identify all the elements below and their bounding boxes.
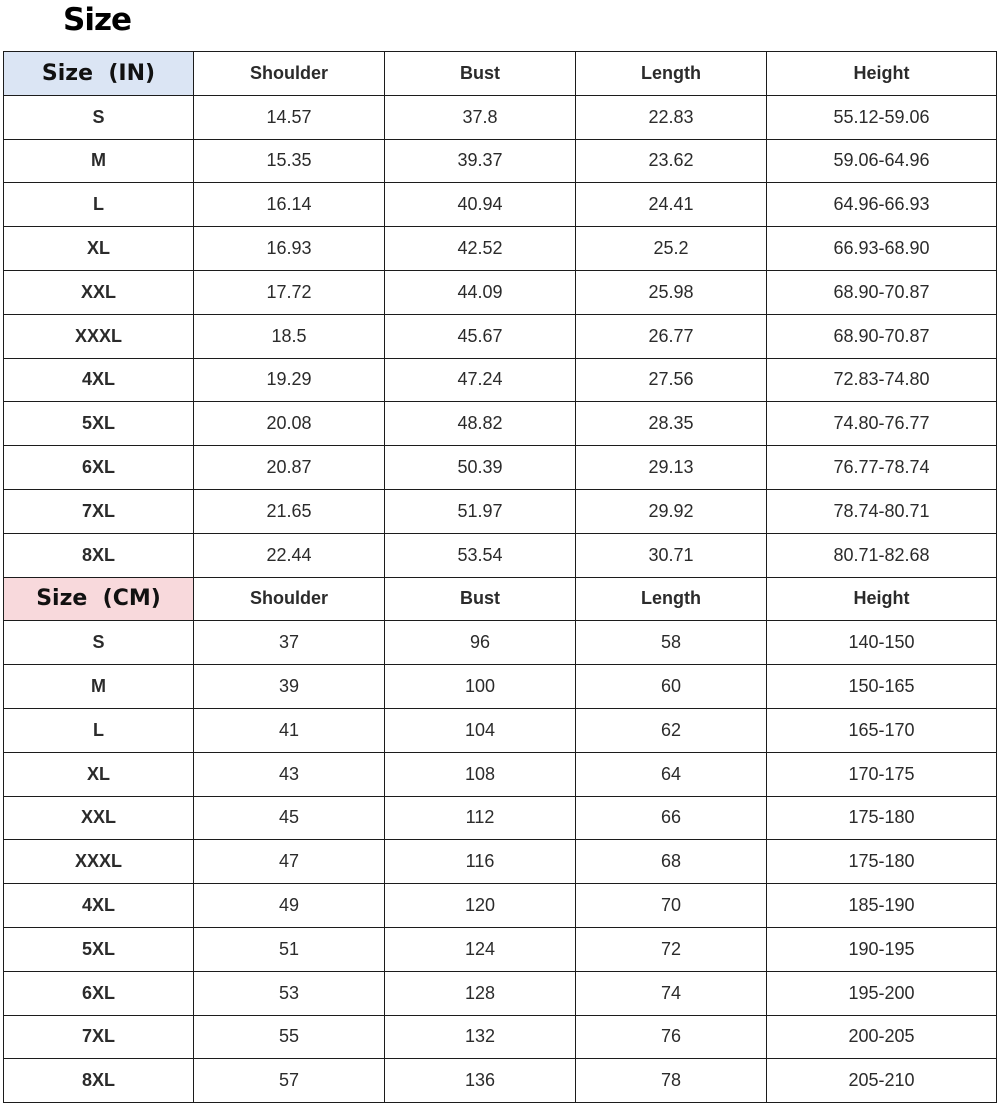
column-header-shoulder: Shoulder (194, 52, 385, 96)
table-row (4, 446, 997, 490)
measurement-cell: 24.41 (576, 183, 767, 227)
measurement-cell: 116 (385, 840, 576, 884)
measurement-cell: 60 (576, 665, 767, 709)
table-row (4, 314, 997, 358)
measurement-cell: 16.93 (194, 227, 385, 271)
measurement-cell: 19.29 (194, 358, 385, 402)
measurement-cell: 76.77-78.74 (767, 446, 997, 490)
measurement-cell: 59.06-64.96 (767, 139, 997, 183)
cm-unit-header (4, 577, 194, 621)
column-header-bust: Bust (385, 577, 576, 621)
measurement-cell: 108 (385, 752, 576, 796)
measurement-cell: 76 (576, 1015, 767, 1059)
size-label-cell: M (4, 665, 194, 709)
measurement-cell: 39 (194, 665, 385, 709)
table-row (4, 1059, 997, 1103)
measurement-cell: 37.8 (385, 95, 576, 139)
table-row (4, 402, 997, 446)
table-row (4, 840, 997, 884)
size-label-cell: S (4, 95, 194, 139)
measurement-cell: 41 (194, 708, 385, 752)
cm-header-row (4, 577, 997, 621)
size-label-cell: S (4, 621, 194, 665)
measurement-cell: 64.96-66.93 (767, 183, 997, 227)
measurement-cell: 22.83 (576, 95, 767, 139)
table-row (4, 884, 997, 928)
measurement-cell: 15.35 (194, 139, 385, 183)
measurement-cell: 28.35 (576, 402, 767, 446)
measurement-cell: 195-200 (767, 971, 997, 1015)
measurement-cell: 68.90-70.87 (767, 314, 997, 358)
measurement-cell: 47 (194, 840, 385, 884)
table-row (4, 971, 997, 1015)
measurement-cell: 165-170 (767, 708, 997, 752)
size-label-cell: XL (4, 752, 194, 796)
measurement-cell: 29.13 (576, 446, 767, 490)
size-label-cell: XXXL (4, 840, 194, 884)
measurement-cell: 53 (194, 971, 385, 1015)
measurement-cell: 185-190 (767, 884, 997, 928)
column-header-length: Length (576, 577, 767, 621)
measurement-cell: 74.80-76.77 (767, 402, 997, 446)
measurement-cell: 64 (576, 752, 767, 796)
measurement-cell: 23.62 (576, 139, 767, 183)
measurement-cell: 112 (385, 796, 576, 840)
measurement-cell: 104 (385, 708, 576, 752)
measurement-cell: 140-150 (767, 621, 997, 665)
size-label-cell: 5XL (4, 402, 194, 446)
measurement-cell: 55 (194, 1015, 385, 1059)
table-row (4, 533, 997, 577)
measurement-cell: 136 (385, 1059, 576, 1103)
measurement-cell: 200-205 (767, 1015, 997, 1059)
size-label-cell: 6XL (4, 446, 194, 490)
measurement-cell: 205-210 (767, 1059, 997, 1103)
measurement-cell: 128 (385, 971, 576, 1015)
measurement-cell: 66 (576, 796, 767, 840)
measurement-cell: 100 (385, 665, 576, 709)
measurement-cell: 132 (385, 1015, 576, 1059)
measurement-cell: 170-175 (767, 752, 997, 796)
measurement-cell: 66.93-68.90 (767, 227, 997, 271)
measurement-cell: 68.90-70.87 (767, 270, 997, 314)
measurement-cell: 72.83-74.80 (767, 358, 997, 402)
measurement-cell: 55.12-59.06 (767, 95, 997, 139)
measurement-cell: 78 (576, 1059, 767, 1103)
column-header-shoulder: Shoulder (194, 577, 385, 621)
measurement-cell: 22.44 (194, 533, 385, 577)
size-label-cell: M (4, 139, 194, 183)
table-row (4, 139, 997, 183)
size-label-cell: 4XL (4, 884, 194, 928)
table-row (4, 95, 997, 139)
measurement-cell: 48.82 (385, 402, 576, 446)
measurement-cell: 190-195 (767, 927, 997, 971)
table-row (4, 358, 997, 402)
measurement-cell: 20.08 (194, 402, 385, 446)
measurement-cell: 20.87 (194, 446, 385, 490)
measurement-cell: 72 (576, 927, 767, 971)
measurement-cell: 124 (385, 927, 576, 971)
table-row (4, 708, 997, 752)
inches-unit-header (4, 52, 194, 96)
measurement-cell: 17.72 (194, 270, 385, 314)
column-header-height: Height (767, 52, 997, 96)
column-header-length: Length (576, 52, 767, 96)
measurement-cell: 51.97 (385, 489, 576, 533)
column-header-bust: Bust (385, 52, 576, 96)
page-title: Size (63, 2, 132, 38)
measurement-cell: 175-180 (767, 796, 997, 840)
measurement-cell: 30.71 (576, 533, 767, 577)
measurement-cell: 44.09 (385, 270, 576, 314)
size-chart-body (4, 52, 997, 1103)
measurement-cell: 16.14 (194, 183, 385, 227)
measurement-cell: 78.74-80.71 (767, 489, 997, 533)
table-row (4, 489, 997, 533)
measurement-cell: 29.92 (576, 489, 767, 533)
column-header-height: Height (767, 577, 997, 621)
measurement-cell: 47.24 (385, 358, 576, 402)
size-label-cell: XL (4, 227, 194, 271)
measurement-cell: 25.2 (576, 227, 767, 271)
table-row (4, 183, 997, 227)
table-row (4, 665, 997, 709)
table-row (4, 927, 997, 971)
table-row (4, 621, 997, 665)
measurement-cell: 68 (576, 840, 767, 884)
size-label-cell: 8XL (4, 533, 194, 577)
measurement-cell: 42.52 (385, 227, 576, 271)
size-chart-table (3, 51, 997, 1103)
table-row (4, 752, 997, 796)
measurement-cell: 37 (194, 621, 385, 665)
table-row (4, 1015, 997, 1059)
cm-unit-label: Size (CM) (36, 586, 161, 612)
measurement-cell: 70 (576, 884, 767, 928)
measurement-cell: 58 (576, 621, 767, 665)
measurement-cell: 51 (194, 927, 385, 971)
measurement-cell: 175-180 (767, 840, 997, 884)
measurement-cell: 14.57 (194, 95, 385, 139)
size-label-cell: XXL (4, 270, 194, 314)
size-label-cell: 8XL (4, 1059, 194, 1103)
size-label-cell: L (4, 183, 194, 227)
measurement-cell: 25.98 (576, 270, 767, 314)
size-label-cell: 4XL (4, 358, 194, 402)
measurement-cell: 50.39 (385, 446, 576, 490)
measurement-cell: 57 (194, 1059, 385, 1103)
measurement-cell: 27.56 (576, 358, 767, 402)
measurement-cell: 49 (194, 884, 385, 928)
size-label-cell: XXXL (4, 314, 194, 358)
table-row (4, 796, 997, 840)
table-row (4, 270, 997, 314)
measurement-cell: 150-165 (767, 665, 997, 709)
inches-header-row (4, 52, 997, 96)
measurement-cell: 120 (385, 884, 576, 928)
measurement-cell: 39.37 (385, 139, 576, 183)
size-label-cell: 7XL (4, 489, 194, 533)
size-label-cell: XXL (4, 796, 194, 840)
measurement-cell: 53.54 (385, 533, 576, 577)
size-label-cell: 7XL (4, 1015, 194, 1059)
table-row (4, 227, 997, 271)
inches-unit-label: Size (IN) (41, 60, 156, 86)
size-label-cell: L (4, 708, 194, 752)
measurement-cell: 18.5 (194, 314, 385, 358)
size-label-cell: 5XL (4, 927, 194, 971)
measurement-cell: 21.65 (194, 489, 385, 533)
measurement-cell: 62 (576, 708, 767, 752)
measurement-cell: 43 (194, 752, 385, 796)
measurement-cell: 40.94 (385, 183, 576, 227)
size-label-cell: 6XL (4, 971, 194, 1015)
measurement-cell: 45.67 (385, 314, 576, 358)
measurement-cell: 45 (194, 796, 385, 840)
measurement-cell: 74 (576, 971, 767, 1015)
measurement-cell: 96 (385, 621, 576, 665)
measurement-cell: 26.77 (576, 314, 767, 358)
measurement-cell: 80.71-82.68 (767, 533, 997, 577)
